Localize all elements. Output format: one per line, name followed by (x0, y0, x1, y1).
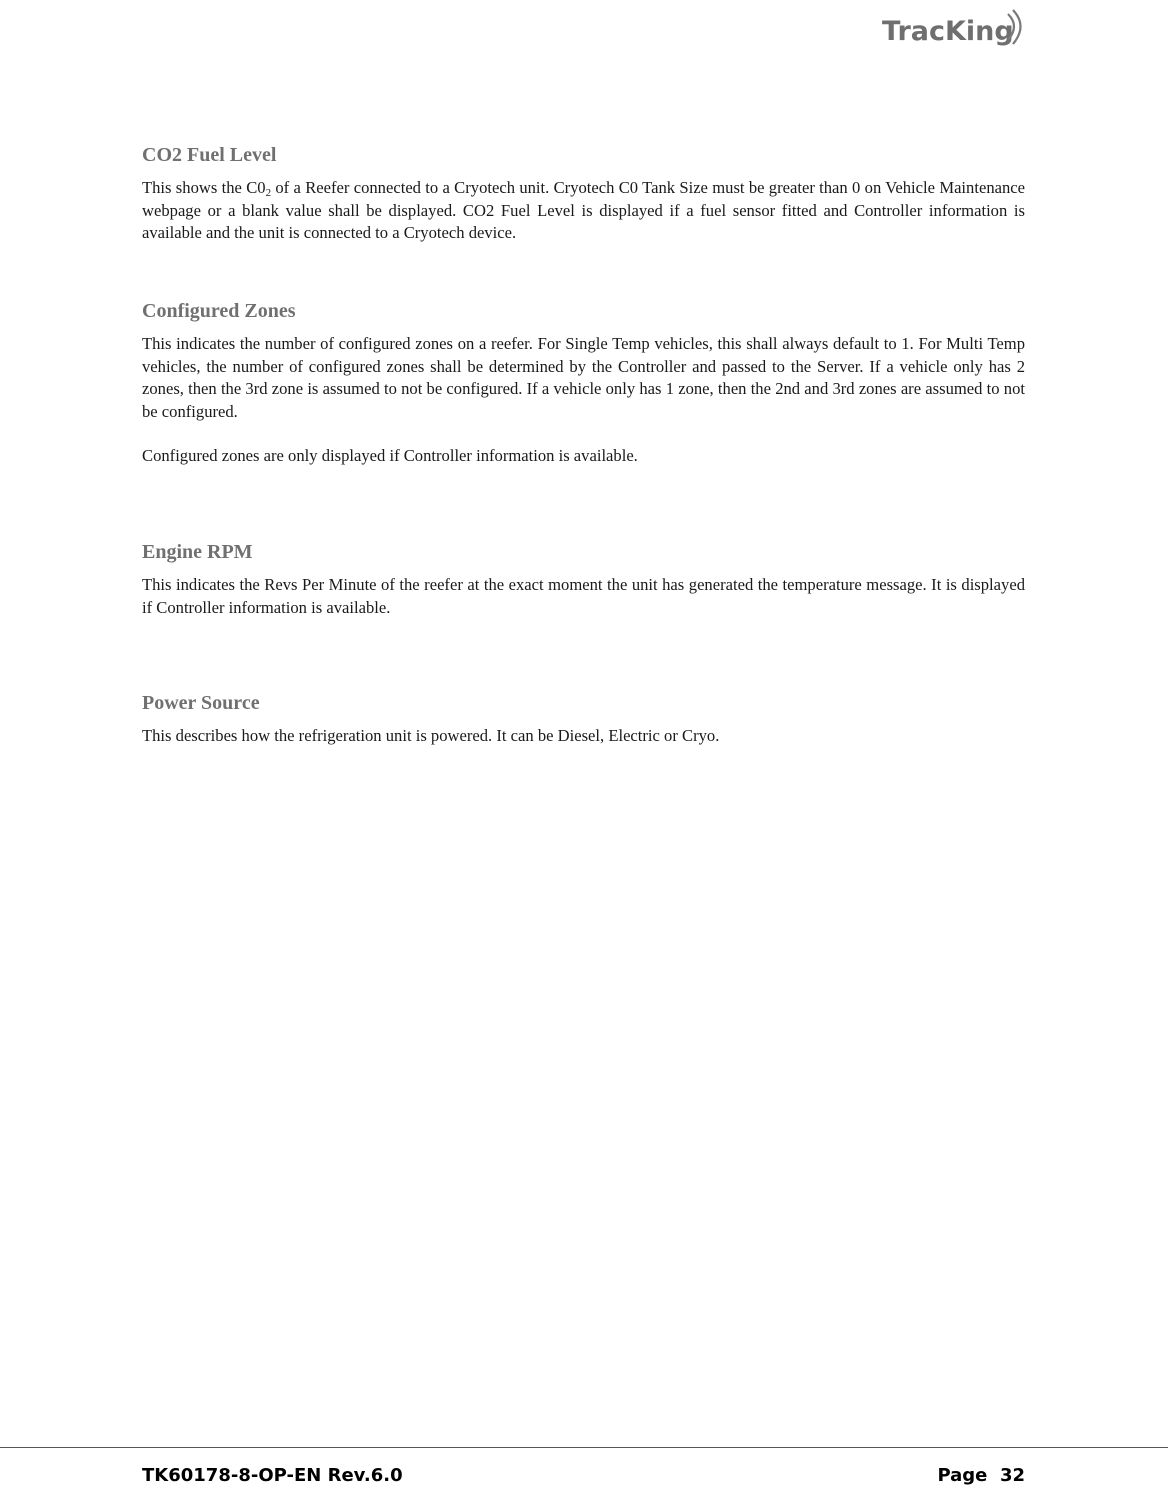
footer-doc-id: TK60178-8-OP-EN Rev.6.0 (142, 1465, 403, 1486)
section-engine-rpm (142, 540, 1025, 619)
footer-divider (0, 1447, 1168, 1448)
section-paragraph: This shows the $C0_2$ of a Reefer connected to a Cryotech unit. Cryotech C0 Tank Size must be greater than 0 on Vehicle Maintenance webpage or a blank value shall be displayed. CO2 Fuel Level is displayed if a fuel sensor fitted and Controller information is available and the unit is connected to a Cryotech device. (142, 178, 1026, 242)
section-heading: CO2 Fuel Level (142, 144, 277, 166)
footer-page (937, 1466, 1025, 1486)
section-heading: Power Source (142, 692, 260, 714)
tracking-logo (880, 6, 1030, 52)
section-paragraph: This indicates the number of configured zones on a reefer. For Single Temp vehicles, this shall always default to 1. For Multi Temp vehicles, the number of configured zones shall be determined by the Controller and passed to the Server. If a vehicle only has 2 zones, then the 3rd zone is assumed to not be configured. If a vehicle only has 1 zone, then the 2nd and 3rd zones are assumed to not be configured. (142, 334, 1025, 421)
section-configured-zones (142, 299, 1025, 468)
tracking-logo-icon (880, 6, 1030, 52)
page-label: Page (937, 1465, 988, 1486)
section-power-source (142, 691, 1025, 748)
section-paragraph: This indicates the Revs Per Minute of the reefer at the exact moment the unit has generated the temperature message. It is displayed if Controller information is available. (142, 575, 1025, 617)
section-co2-fuel-level (142, 143, 1025, 245)
page-number: 32 (999, 1465, 1025, 1486)
section-heading: Configured Zones (142, 300, 296, 322)
section-heading: Engine RPM (142, 541, 253, 563)
section-paragraph: Configured zones are only displayed if Controller information is available. (142, 446, 638, 465)
section-paragraph: This describes how the refrigeration unit is powered. It can be Diesel, Electric or Cryo. (142, 726, 720, 745)
logo-text: TracKing (882, 16, 1014, 47)
